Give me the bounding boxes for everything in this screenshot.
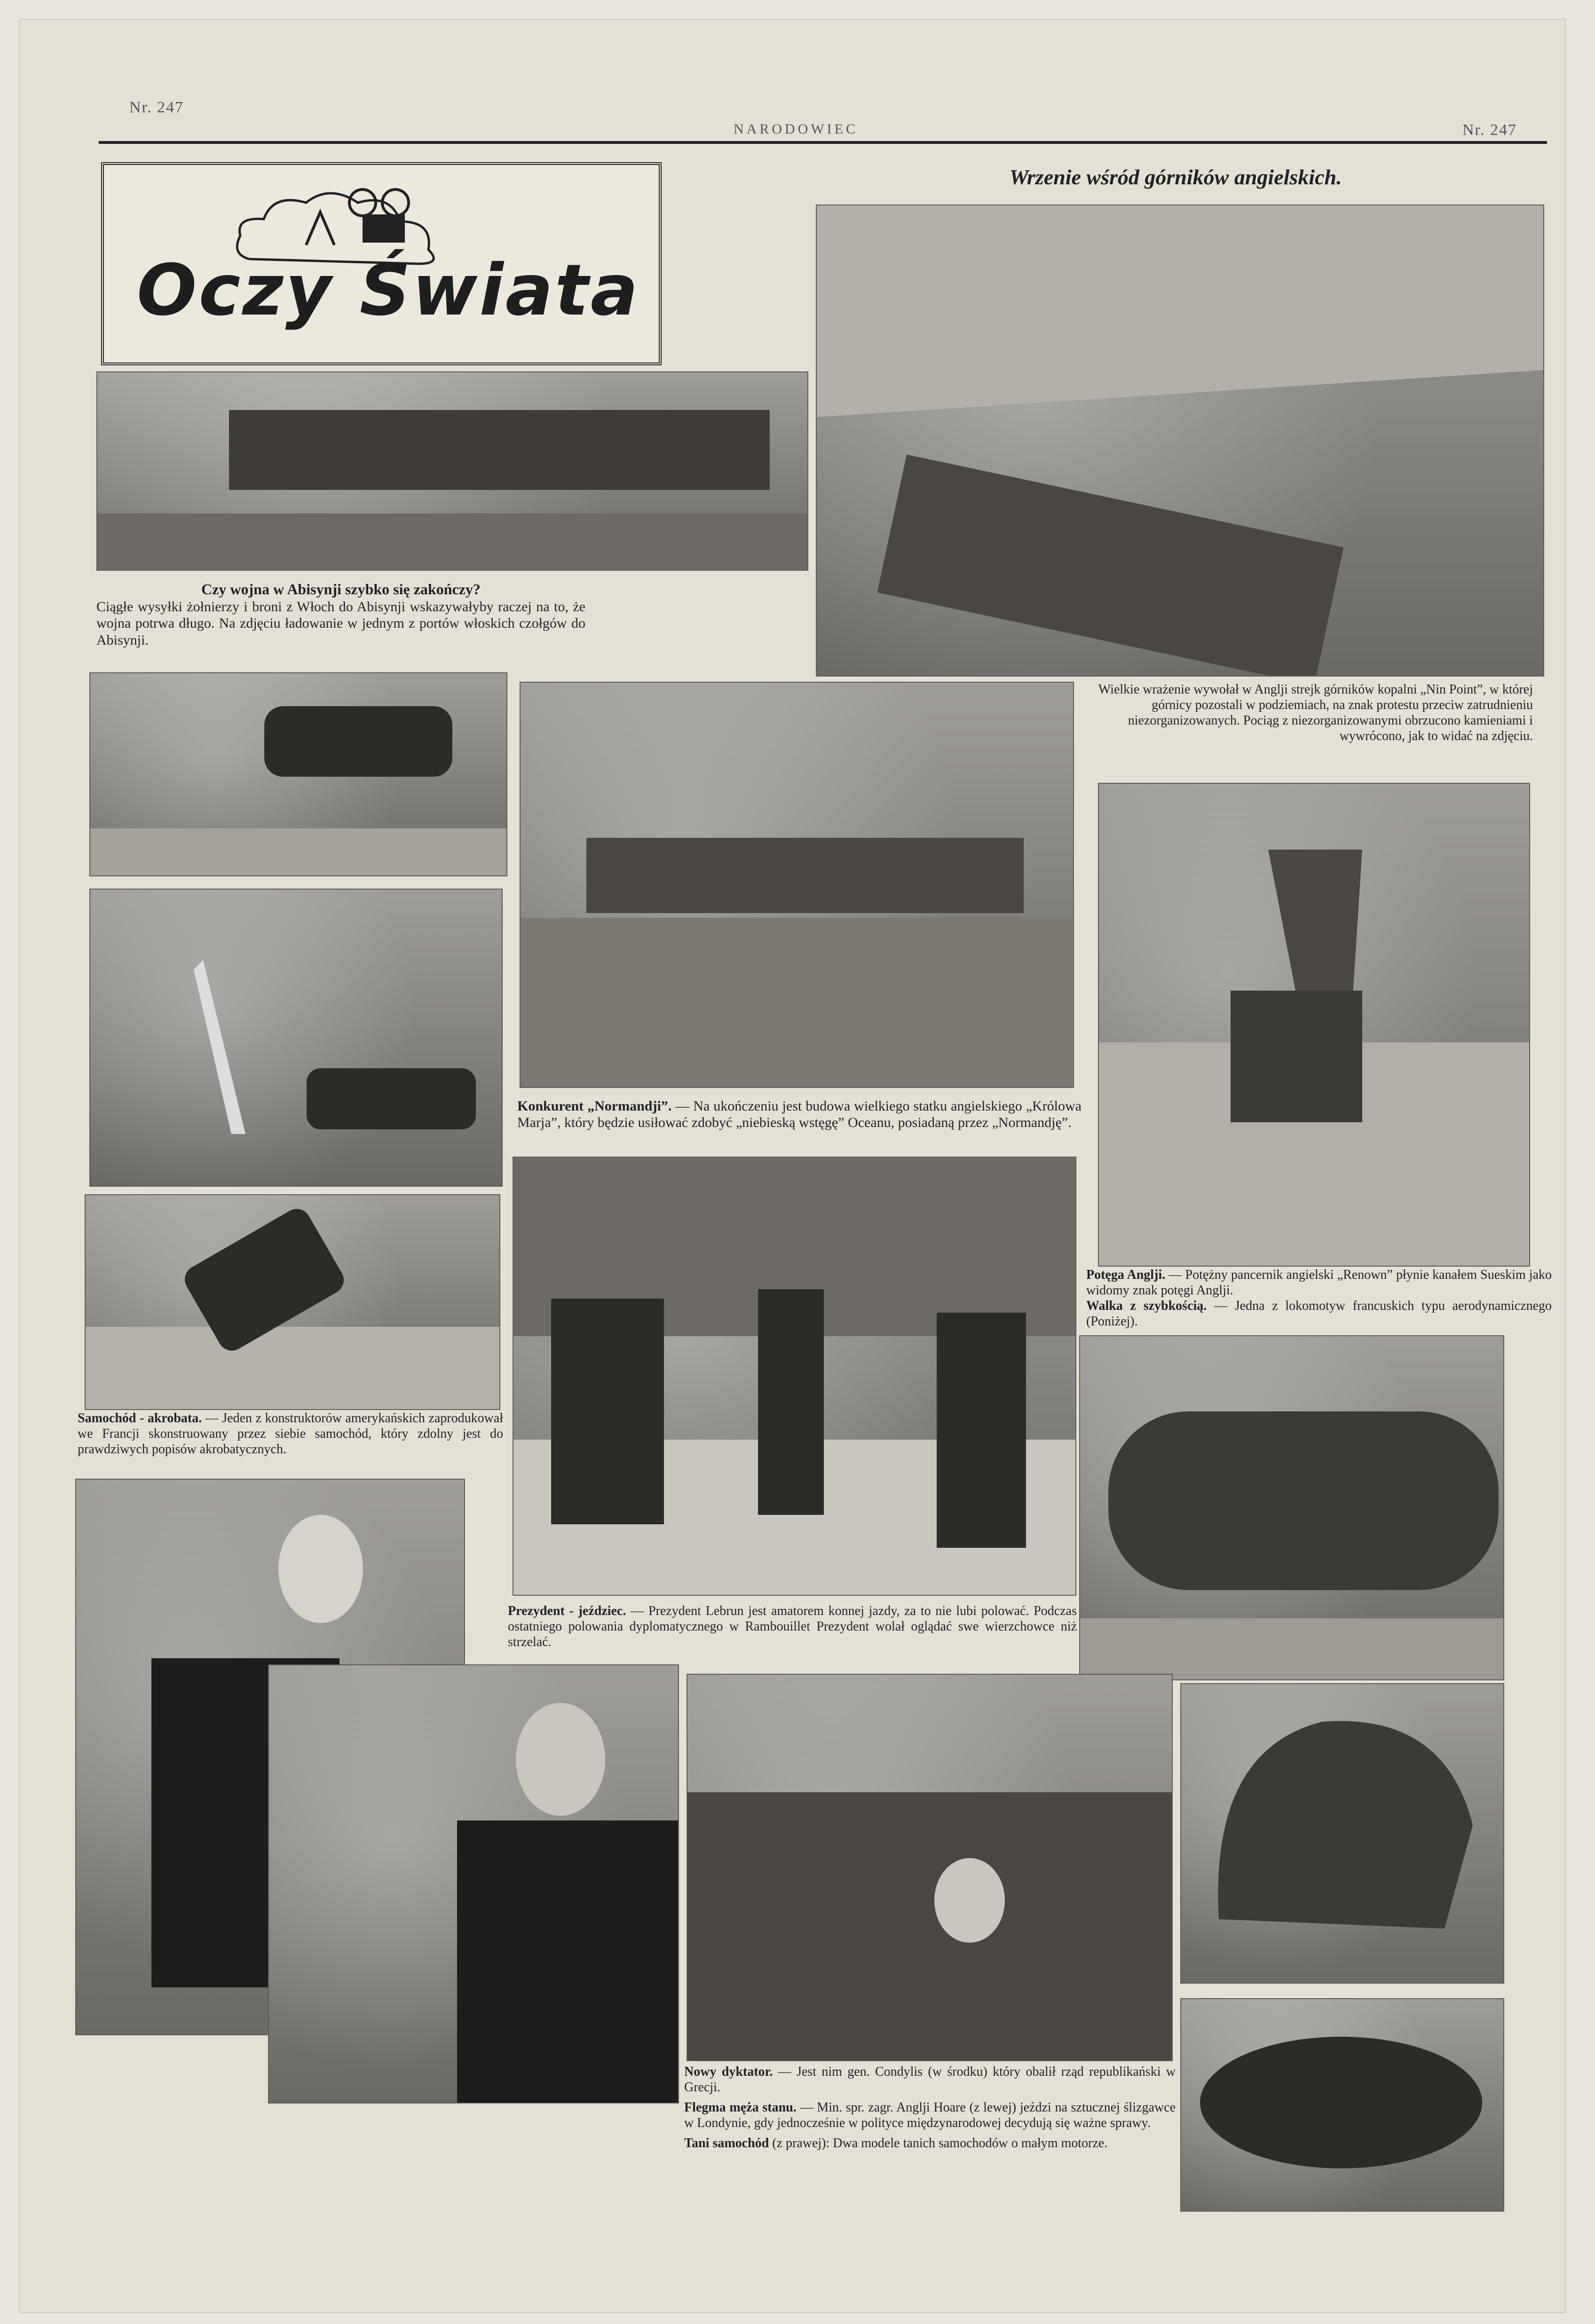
renown-caption-title: Potęga Anglji. bbox=[1086, 1268, 1166, 1282]
issue-number-right: Nr. 247 bbox=[1462, 121, 1517, 139]
acrobat-caption bbox=[78, 1410, 503, 1457]
flegma-caption-title: Flegma męża stanu. bbox=[684, 2100, 797, 2115]
photo-president-horses bbox=[513, 1157, 1076, 1596]
renown-caption bbox=[1086, 1267, 1552, 1329]
miners-headline: Wrzenie wśród górników angielskich. bbox=[1009, 165, 1342, 189]
dictator-caption-block bbox=[684, 2064, 1176, 2095]
photo-car-ramp bbox=[89, 889, 503, 1187]
miners-caption: Wielkie wrażenie wywołał w Anglji strejk górników kopalni „Nin Point”, w której górnicy pozostali w podziemiach, na znak protestu przeciw zatrudnieniu niezorganizowanych. Pociąg z niezorganizowanymi obrzucono kamieniami i wywrócono, jak to widać na zdjęciu. bbox=[1098, 682, 1533, 744]
logo-title: Oczy Świata bbox=[137, 250, 640, 331]
cheap-car-caption-title: Tani samochód bbox=[684, 2136, 769, 2151]
abisynia-caption bbox=[96, 581, 585, 648]
loco-caption-title: Walka z szybkością. bbox=[1086, 1299, 1207, 1314]
photo-tanks-loading bbox=[96, 371, 808, 571]
dictator-caption-title: Nowy dyktator. bbox=[684, 2064, 773, 2079]
photo-cheap-car-2 bbox=[1180, 1998, 1504, 2212]
photo-condylis bbox=[687, 1674, 1173, 2061]
photo-battleship-renown bbox=[1098, 783, 1530, 1267]
photo-miners-train bbox=[816, 205, 1544, 677]
renown-caption-text: — Potężny pancernik angielski „Renown” płynie kanałem Sueskim jako widomy znak potęgi Anglji. bbox=[1086, 1268, 1552, 1298]
president-caption-text: — Prezydent Lebrun jest amatorem konnej jazdy, za to nie lubi polować. Podczas ostatniego polowania dyplomatycznego w Rambouillet Prezydent wolał oglądać swe wierzchowce niż strzelać. bbox=[508, 1604, 1077, 1650]
normandie-caption-text: — Na ukończeniu jest budowa wielkiego statku angielskiego „Królowa Marja”, który będzie usiłować zdobyć „niebieską wstęgę” Oceanu, posiadaną przez „Normandję”. bbox=[517, 1098, 1082, 1131]
abisynia-caption-text: Ciągłe wysyłki żołnierzy i broni z Włoch do Abisynji wskazywałyby raczej na to, że wojna potrwa długo. Na zdjęciu ładowanie w jednym z portów włoskich czołgów do Abisynji. bbox=[96, 599, 585, 648]
photo-ship-queen-mary bbox=[520, 682, 1074, 1088]
photo-aerodynamic-locomotive bbox=[1079, 1335, 1504, 1680]
photo-hoare-seated bbox=[268, 1664, 679, 2103]
loco-caption-text: — Jedna z lokomotyw francuskich typu aerodynamicznego (Poniżej). bbox=[1086, 1299, 1552, 1329]
flegma-caption-text: — Min. spr. zagr. Anglji Hoare (z lewej) jeździ na sztucznej ślizgawce w Londynie, gdy jednocześnie w polityce międzynarodowej decydują się ważne sprawy. bbox=[684, 2100, 1176, 2131]
acrobat-caption-title: Samochód - akrobata. bbox=[78, 1411, 202, 1426]
abisynia-caption-title: Czy wojna w Abisynji szybko się zakończy? bbox=[201, 581, 481, 598]
photo-car-overturned bbox=[85, 1194, 500, 1410]
paper-name: NARODOWIEC bbox=[734, 121, 858, 137]
president-caption bbox=[508, 1603, 1077, 1650]
issue-number-left: Nr. 247 bbox=[129, 99, 184, 116]
normandie-caption-title: Konkurent „Normandji”. bbox=[517, 1098, 672, 1114]
normandie-caption bbox=[517, 1098, 1082, 1131]
president-caption-title: Prezydent - jeździec. bbox=[508, 1604, 626, 1618]
photo-car-jump bbox=[89, 672, 507, 876]
logo-box bbox=[101, 162, 662, 365]
flegma-caption-block bbox=[684, 2100, 1176, 2131]
header-rule bbox=[99, 141, 1547, 144]
cheap-car-caption-block bbox=[684, 2135, 1176, 2151]
dictator-caption-text: — Jest nim gen. Condylis (w środku) który obalił rząd republikański w Grecji. bbox=[684, 2064, 1176, 2095]
photo-cheap-car-1 bbox=[1180, 1683, 1504, 1984]
acrobat-caption-text: — Jeden z konstruktorów amerykańskich zaprodukował we Francji skonstruowany przez siebie samochód, który zdolny jest do prawdziwych popisów akrobatycznych. bbox=[78, 1411, 503, 1457]
dictator-caption bbox=[684, 2064, 1176, 2151]
cheap-car-caption-text: (z prawej): Dwa modele tanich samochodów o małym motorze. bbox=[772, 2136, 1108, 2151]
